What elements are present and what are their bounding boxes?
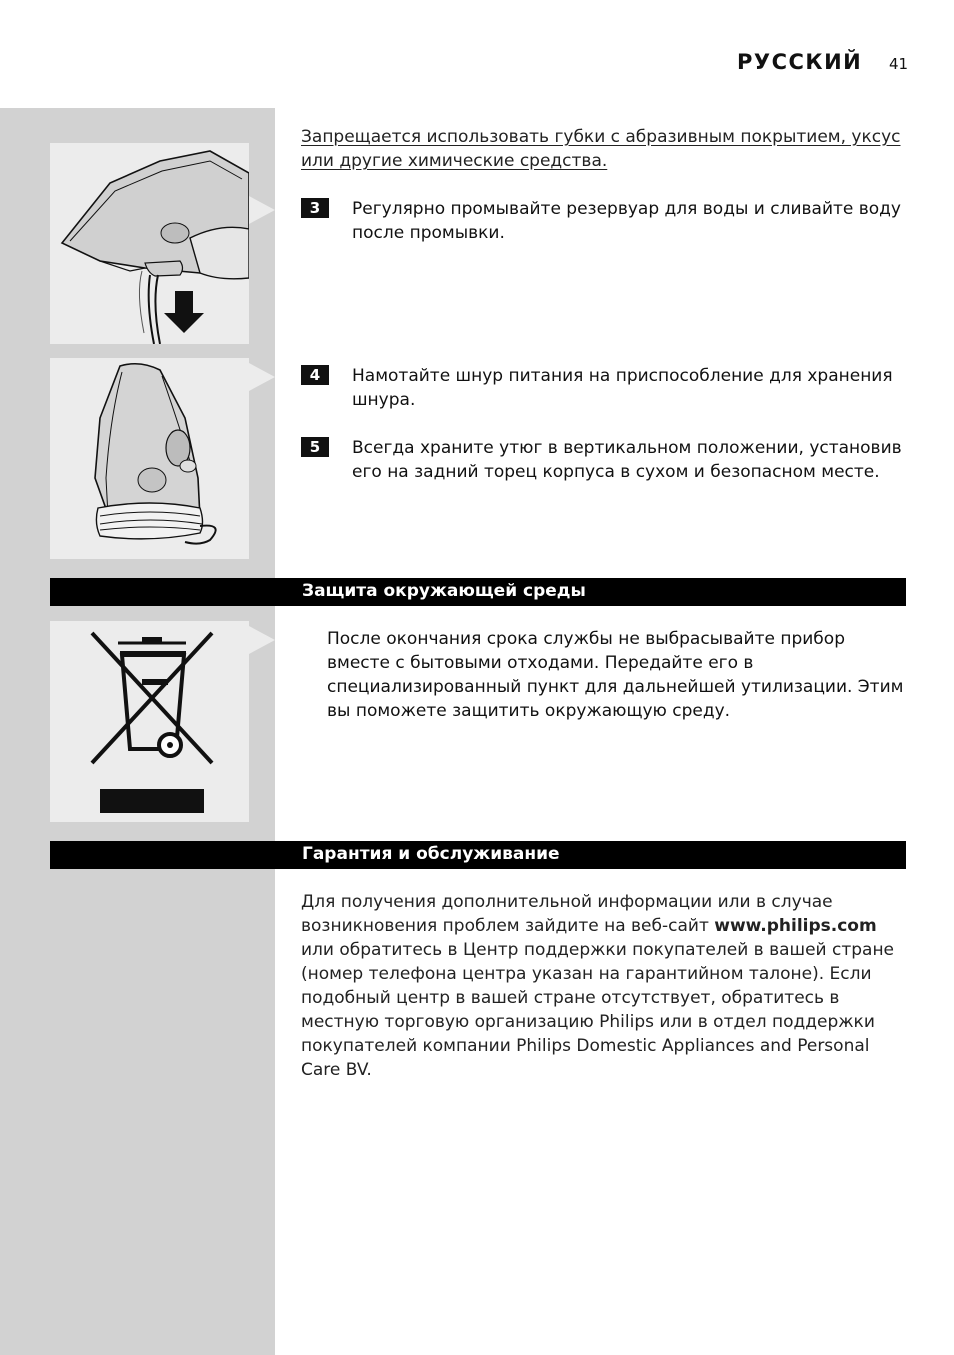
warning-line-1: Запрещается использовать губки с абразивным покрытием, уксус xyxy=(301,127,901,147)
section-heading-guarantee xyxy=(50,841,906,869)
guarantee-text-end: или обратитесь в Центр поддержки покупателей в вашей стране (номер телефона центра указан на гарантийном талоне). Если подобный центр в вашей стране отсутствует, обратитесь в местную торговую организацию Philips или в отдел поддержки покупателей компании Philips Domestic Appliances and Personal Care BV. xyxy=(301,940,895,1080)
page-number: 41 xyxy=(889,55,909,73)
environment-body: После окончания срока службы не выбрасывайте прибор вместе с бытовыми отходами. Передайте его в специализированный пункт для дальнейшей утилизации. Этим вы поможете защитить окружающую среду. xyxy=(327,629,904,721)
iron-draining-water-illustration xyxy=(50,143,249,344)
philips-website-link[interactable]: www.philips.com xyxy=(714,916,877,936)
header-language: РУССКИЙ xyxy=(737,50,863,74)
section-title: Гарантия и обслуживание xyxy=(302,844,560,864)
step-number: 4 xyxy=(301,365,329,385)
guarantee-text-start: Для получения дополнительной информации или в случае возникновения проблем зайдите на веб-сайт xyxy=(301,892,833,936)
step-text: Намотайте шнур питания на приспособление для хранения шнура. xyxy=(352,366,893,410)
step-text: Всегда храните утюг в вертикальном положении, установив его на задний торец корпуса в сухом и безопасном месте. xyxy=(352,438,902,482)
crossed-out-wheelie-bin-icon xyxy=(50,621,249,822)
step-number: 5 xyxy=(301,437,329,457)
guarantee-body xyxy=(301,890,901,1082)
step-number: 3 xyxy=(301,198,329,218)
callout-pointer xyxy=(249,196,275,224)
warning-line-2: или другие химические средства. xyxy=(301,151,608,171)
callout-pointer xyxy=(249,626,275,654)
warning-text xyxy=(301,125,901,173)
section-heading-environment xyxy=(50,578,906,606)
step-text: Регулярно промывайте резервуар для воды и сливайте воду после промывки. xyxy=(352,199,901,243)
section-title: Защита окружающей среды xyxy=(302,581,586,601)
iron-upright-cord-storage-illustration xyxy=(50,358,249,559)
callout-pointer xyxy=(249,363,275,391)
